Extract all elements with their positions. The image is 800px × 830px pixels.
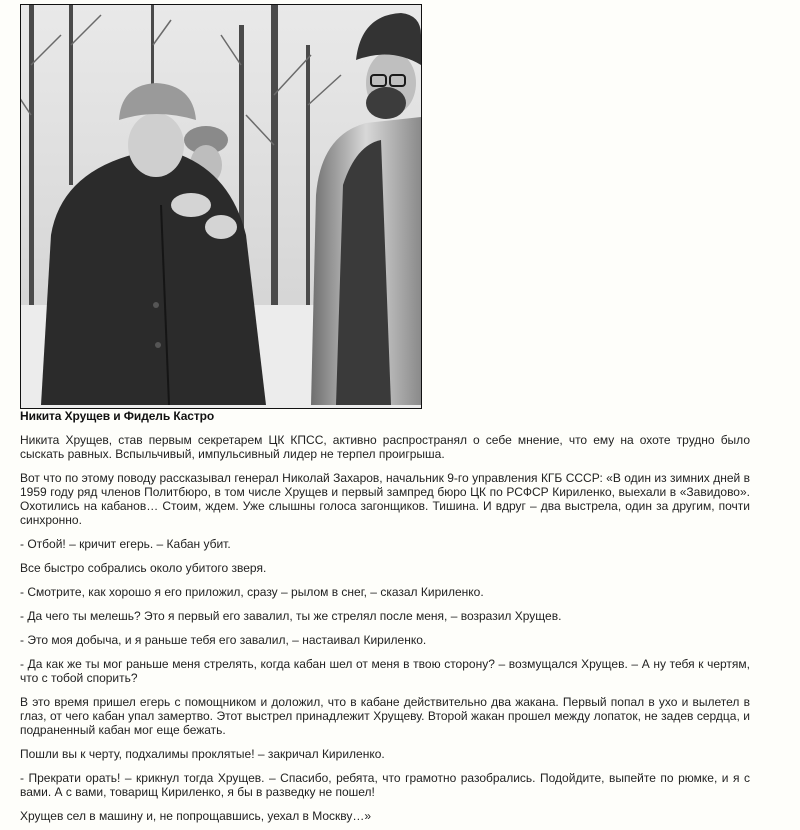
paragraph: - Смотрите, как хорошо я его приложил, сразу – рылом в снег, – сказал Кириленко. (20, 585, 484, 599)
photo-caption: Никита Хрущев и Фидель Кастро (20, 409, 215, 423)
article-body (20, 433, 750, 830)
paragraph: - Прекрати орать! – крикнул тогда Хрущев. – Спасибо, ребята, что грамотно разобрались. Подойдите, выпейте по рюмке, и я с вами. А с вами, товарищ Кириленко, я бы в разведку не пошел! (20, 771, 750, 799)
paragraph: Вот что по этому поводу рассказывал генерал Николай Захаров, начальник 9-го управления КГБ СССР: «В один из зимних дней в 1959 году ряд членов Политбюро, в том числе Хрущев и первый зампред бюро ЦК по РСФСР Кириленко, выехали в «Завидово». Охотились на кабанов… Стоим, ждем. Уже слышны голоса загонщиков. Тишина. И вдруг – два выстрела, один за другим, почти синхронно. (20, 471, 750, 527)
paragraph: В это время пришел егерь с помощником и доложил, что в кабане действительно два жакана. Первый попал в ухо и вылетел в глаз, от чего кабан упал замертво. Этот выстрел принадлежит Хрущеву. Второй жакан прошел между лопаток, не задев сердца, и подраненный кабан мог еще бежать. (20, 695, 750, 737)
paragraph: - Отбой! – кричит егерь. – Кабан убит. (20, 537, 231, 551)
paragraph: Пошли вы к черту, подхалимы проклятые! – закричал Кириленко. (20, 747, 385, 761)
paragraph: - Да как же ты мог раньше меня стрелять, когда кабан шел от меня в твою сторону? – возмущался Хрущев. – А ну тебя к чертям, что с тобой спорить? (20, 657, 750, 685)
photo-image (21, 5, 421, 408)
paragraph: - Это моя добыча, и я раньше тебя его завалил, – настаивал Кириленко. (20, 633, 427, 647)
article-photo (20, 4, 422, 409)
paragraph: Никита Хрущев, став первым секретарем ЦК КПСС, активно распространял о себе мнение, что ему на охоте трудно было сыскать равных. Вспыльчивый, импульсивный лидер не терпел проигрыша. (20, 433, 750, 461)
paragraph: - Да чего ты мелешь? Это я первый его завалил, ты же стрелял после меня, – возразил Хрущев. (20, 609, 562, 623)
paragraph: Хрущев сел в машину и, не попрощавшись, уехал в Москву…» (20, 809, 372, 823)
paragraph: Все быстро собрались около убитого зверя. (20, 561, 267, 575)
